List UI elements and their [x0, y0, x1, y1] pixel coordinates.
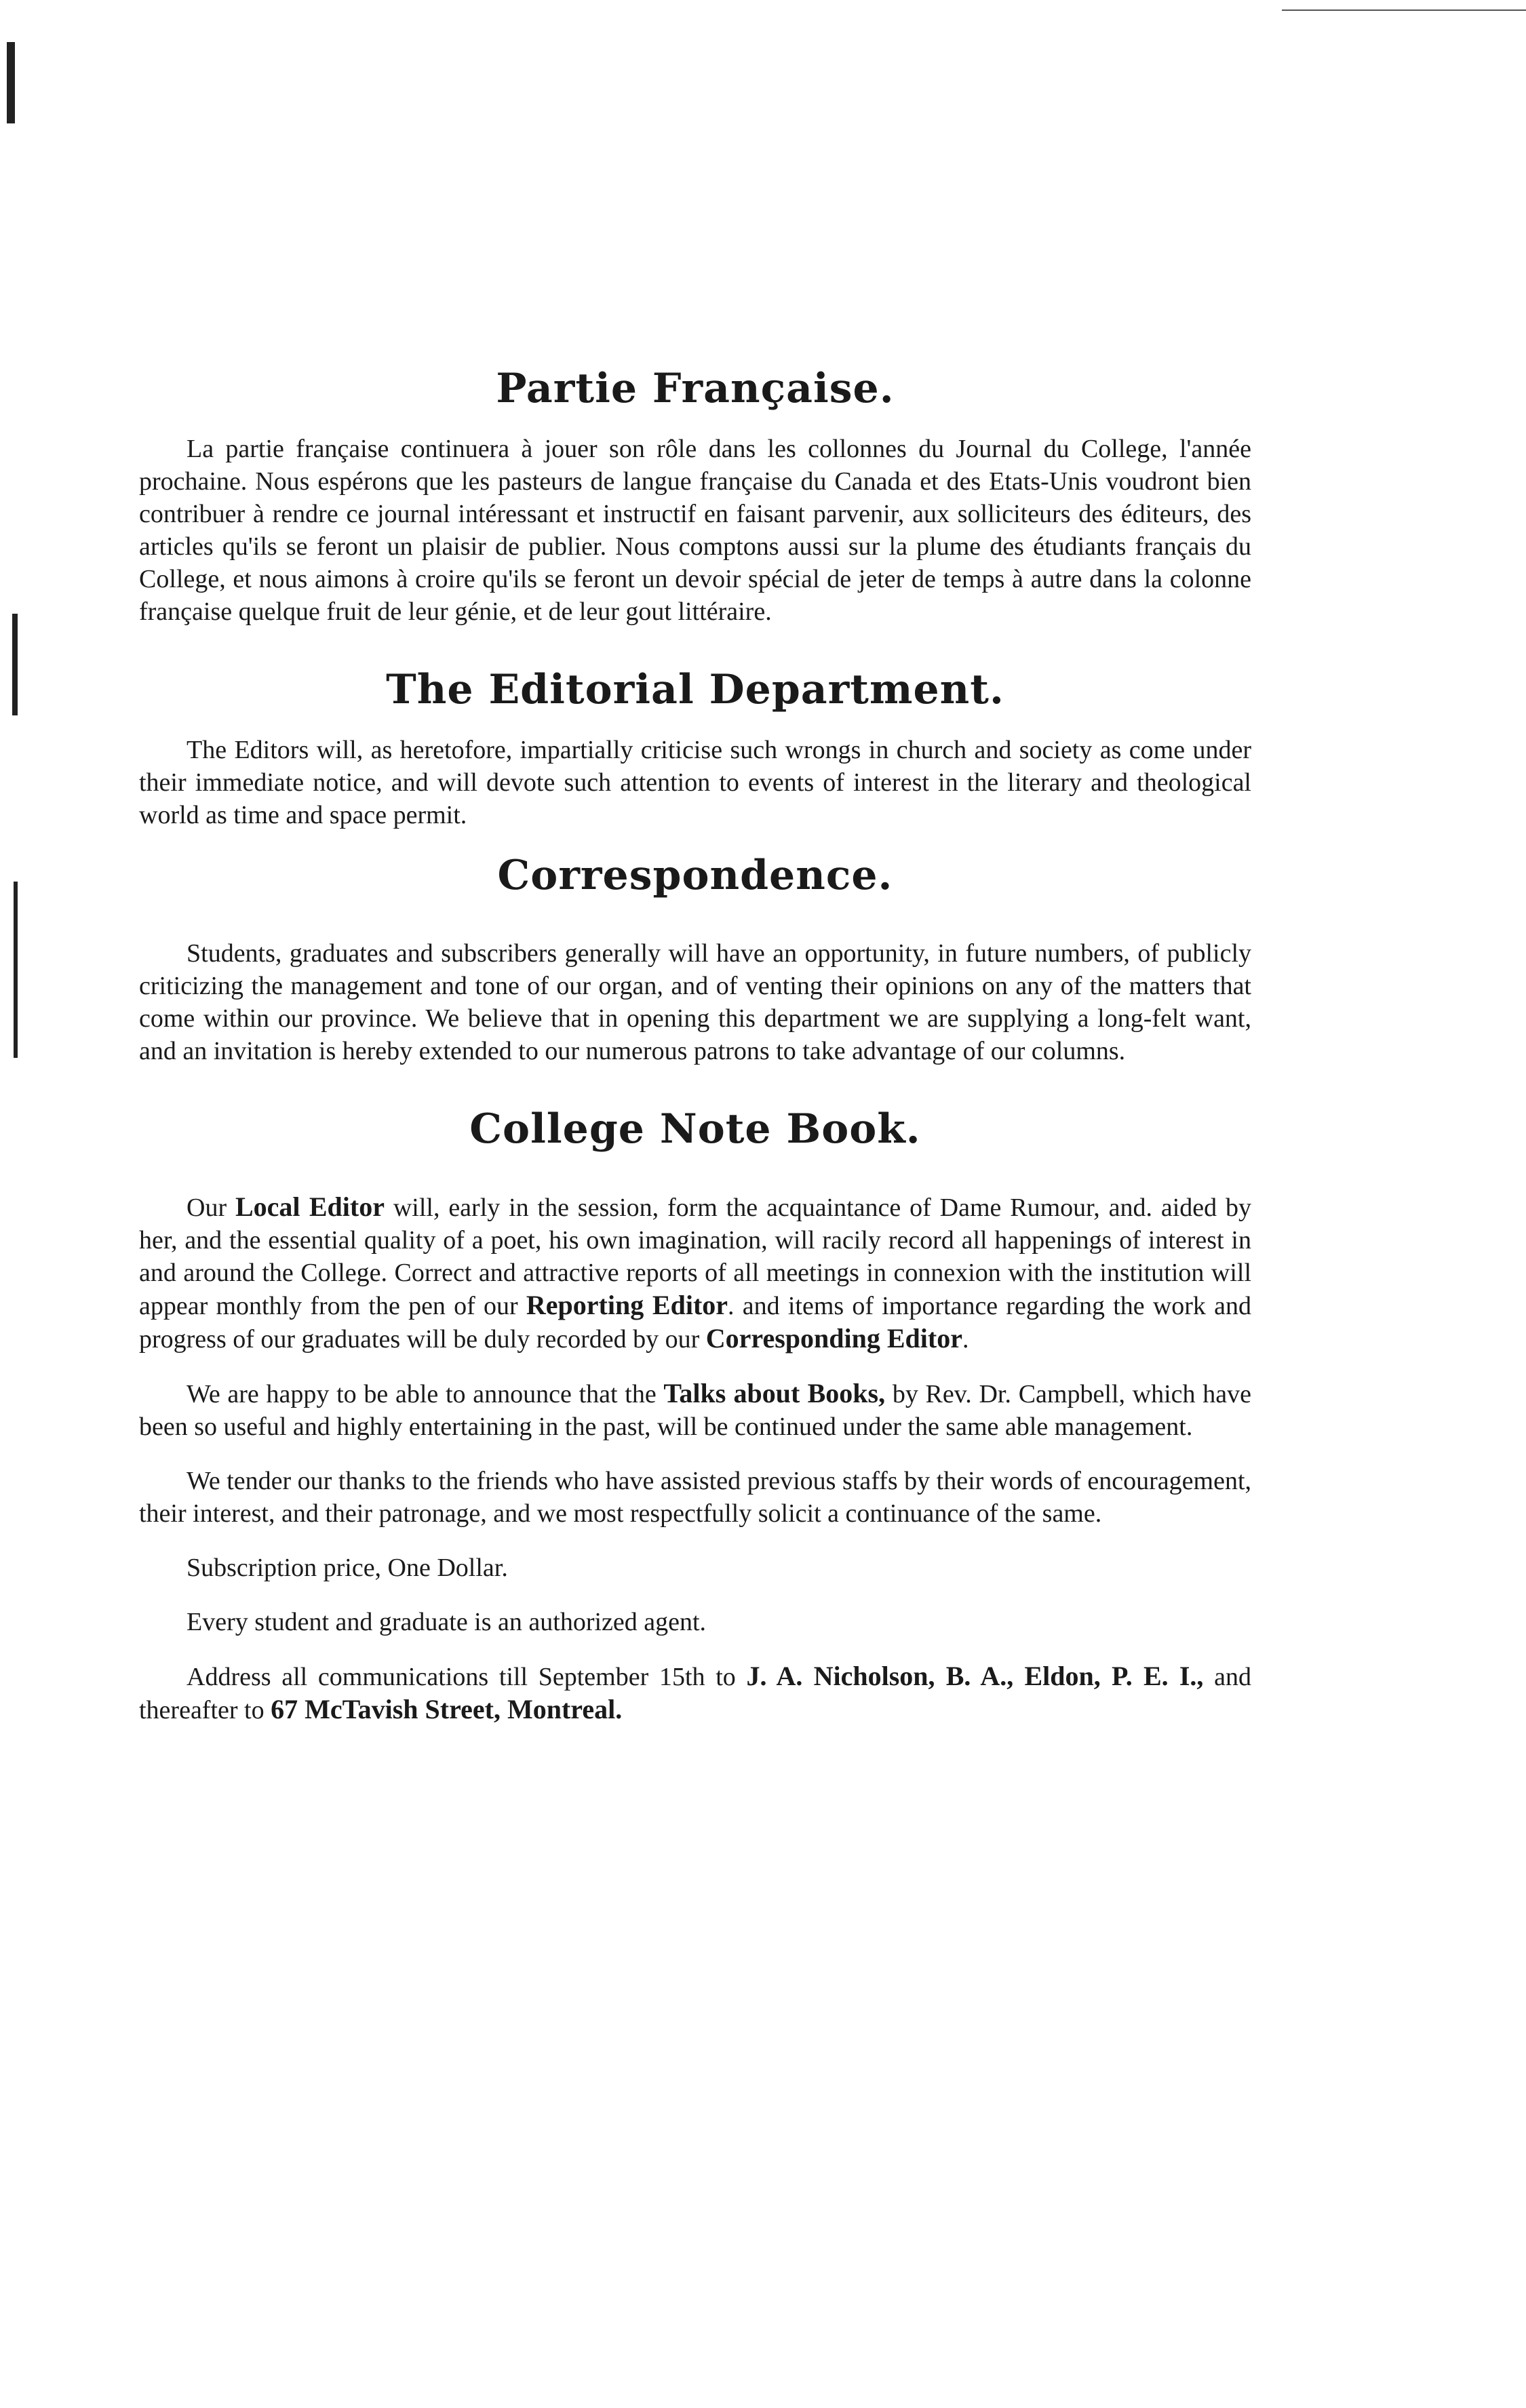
binding-mark [7, 42, 15, 123]
local-editor-title: Local Editor [235, 1191, 385, 1222]
paragraph-agents: Every student and graduate is an authorized agent. [187, 1608, 707, 1636]
paragraph-correspondence: Students, graduates and subscribers generally will have an opportunity, in future numbers, of publicly criticizing the management and tone of our organ, and of venting their opinions on any of the matters that come within our province. We believe that in opening this department we are supplying a long-felt want, and an invitation is hereby extended to our numerous patrons to take advantage of our columns. [139, 939, 1251, 1065]
section-heading-college-note-book: College Note Book. [469, 1105, 921, 1153]
contact-name: J. A. Nicholson, B. A., Eldon, P. E. I., [746, 1661, 1204, 1691]
paragraph-subscription: Subscription price, One Dollar. [187, 1554, 508, 1582]
paragraph-address: Address all communications till September 15th to J. A. Nicholson, B. A., Eldon, P. E. I., and thereafter to 67 McTavish Street, Montreal. [139, 1661, 1251, 1724]
top-rule [1282, 9, 1526, 11]
paragraph-thanks: We tender our thanks to the friends who have assisted previous staffs by their words of encouragement, their interest, and their patronage, and we most respectfully solicit a continuance of the same. [139, 1467, 1251, 1528]
section-heading-partie-francaise: Partie Française. [496, 365, 895, 412]
paragraph-partie-francaise: La partie française continuera à jouer son rôle dans les collonnes du Journal du College, l'année prochaine. Nous espérons que les pasteurs de langue française du Canada et des Etats-Unis voudront bien contribuer à rendre ce journal intéressant et instructif en faisant parvenir, aux solliciteurs des éditeurs, des articles qu'ils se feront un plaisir de publier. Nous comptons aussi sur la plume des étudiants français du College, et nous aimons à croire qu'ils se feront un devoir spécial de jeter de temps à autre dans la colonne française quelque fruit de leur génie, et de leur gout littéraire. [139, 435, 1251, 626]
contact-address: 67 McTavish Street, Montreal. [271, 1694, 623, 1724]
paragraph-talks-about-books: We are happy to be able to announce that the Talks about Books, by Rev. Dr. Campbell, which have been so useful and highly entertaining in the past, will be continued under the same able management. [139, 1378, 1251, 1441]
section-heading-correspondence: Correspondence. [497, 852, 893, 899]
binding-mark [14, 882, 18, 1058]
corresponding-editor-title: Corresponding Editor [705, 1323, 962, 1354]
reporting-editor-title: Reporting Editor [526, 1290, 728, 1320]
paragraph-editorial: The Editors will, as heretofore, impartially criticise such wrongs in church and society as come under their immediate notice, and will devote such attention to events of interest in the literary and theological world as time and space permit. [139, 736, 1251, 829]
paragraph-local-editor: Our Local Editor will, early in the session, form the acquaintance of Dame Rumour, and. aided by her, and the essential quality of a poet, his own imagination, will racily record all happenings of interest in and around the College. Correct and attractive reports of all meetings in connexion with the institution will appear monthly from the pen of our Reporting Editor. and items of importance regarding the work and progress of our graduates will be duly recorded by our Corresponding Editor. [139, 1191, 1252, 1354]
section-heading-editorial: The Editorial Department. [386, 666, 1004, 713]
text-column [139, 366, 1251, 1726]
binding-mark [12, 614, 18, 715]
talks-about-books-title: Talks about Books, [663, 1378, 886, 1408]
